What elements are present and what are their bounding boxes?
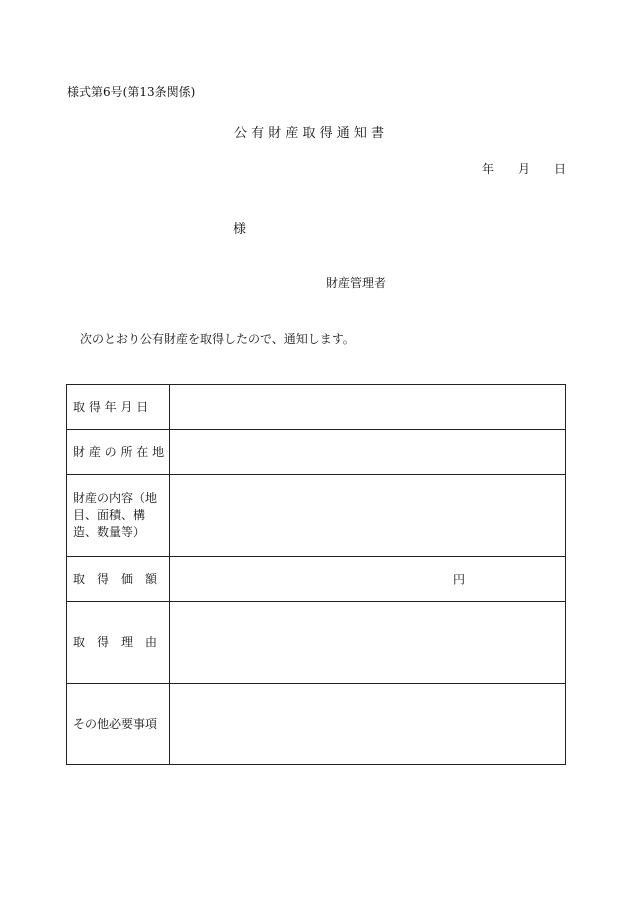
- row-label-text: 取 得 理 由: [73, 635, 158, 649]
- row-label-acquisition-date: [67, 385, 170, 430]
- property-details-field[interactable]: [170, 475, 566, 557]
- document-title-text: 公 有 財 産 取 得 通 知 書: [233, 126, 385, 141]
- form-number: 様式第6号(第13条関係): [67, 85, 196, 99]
- table-row: [67, 684, 566, 765]
- location-field[interactable]: [170, 430, 566, 475]
- table-row: [67, 430, 566, 475]
- addressee-honorific: 様: [233, 222, 247, 237]
- row-label-text: 取 得 価 額: [73, 571, 158, 586]
- row-label-text: 財 産 の 所 在 地: [73, 444, 165, 459]
- acquisition-reason-field[interactable]: [170, 602, 566, 684]
- detail-table: [66, 384, 566, 765]
- row-label-other-matters: [67, 684, 170, 765]
- intro-text: 次のとおり公有財産を取得したので、通知します。: [80, 332, 355, 346]
- table-row: [67, 557, 566, 602]
- other-matters-field[interactable]: [170, 684, 566, 765]
- date-day-label: 日: [554, 162, 567, 176]
- date-month-label: 月: [518, 162, 531, 176]
- table-row: [67, 602, 566, 684]
- sender-title: 財産管理者: [326, 276, 387, 290]
- row-label-text: 取 得 年 月 日: [73, 399, 149, 414]
- acquisition-date-field[interactable]: [170, 385, 566, 430]
- table-row: [67, 385, 566, 430]
- row-label-acquisition-reason: [67, 602, 170, 684]
- row-label-text: その他必要事項: [73, 716, 158, 731]
- acquisition-price-field[interactable]: [170, 557, 566, 602]
- table-row: [67, 475, 566, 557]
- yen-unit-label: 円: [453, 572, 466, 587]
- date-year-label: 年: [482, 162, 495, 176]
- row-label-text: 財産の内容（地目、面積、構造、数量等）: [73, 491, 158, 539]
- row-label-property-details: [67, 475, 170, 557]
- row-label-location: [67, 430, 170, 475]
- row-label-acquisition-price: [67, 557, 170, 602]
- document-title: [0, 122, 630, 141]
